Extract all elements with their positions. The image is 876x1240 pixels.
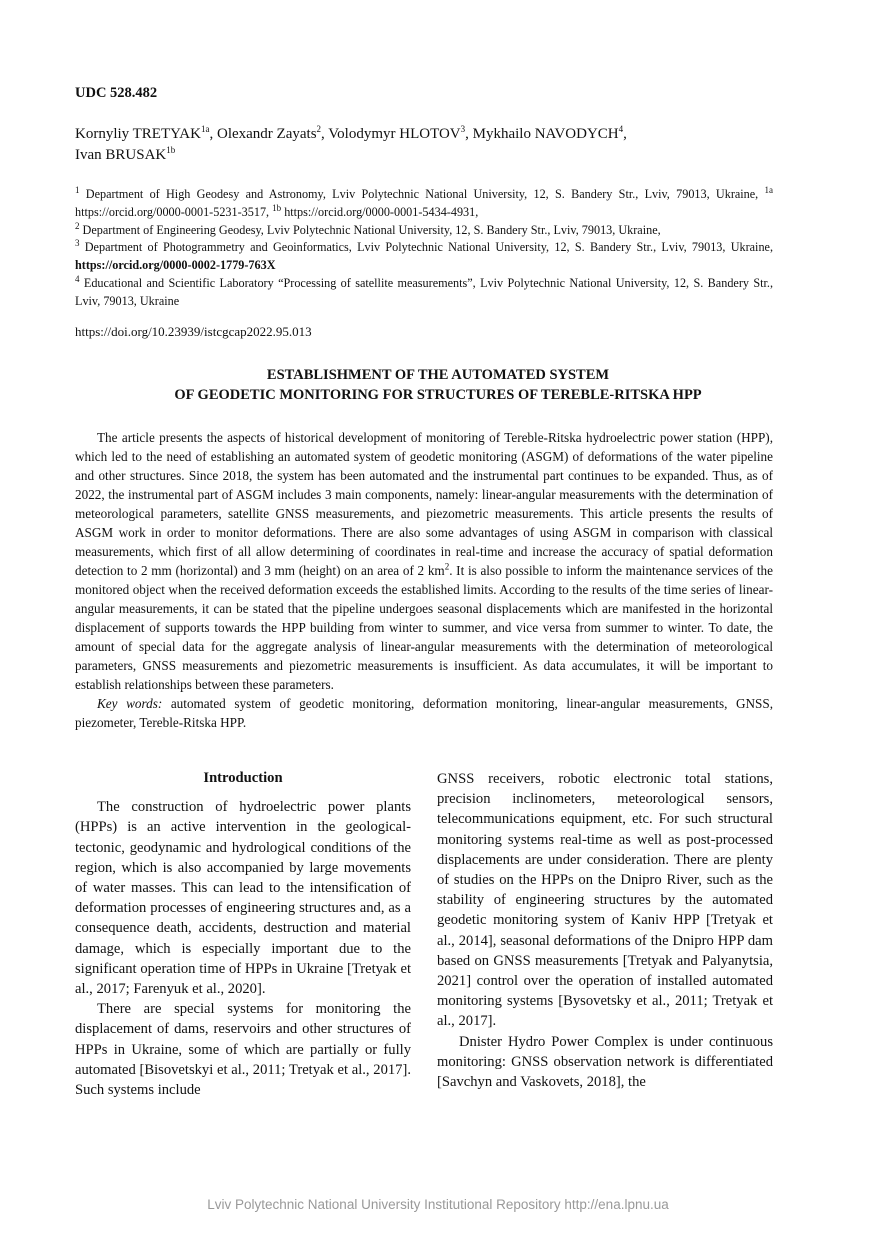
orcid-link[interactable]: https://orcid.org/0000-0002-1779-763X: [75, 258, 276, 273]
affiliation-4: [75, 275, 773, 311]
affiliation-text: Department of Engineering Geodesy, Lviv Polytechnic National University, 12, S. Bandery Str., Lviv, 79013, Ukraine,: [79, 222, 661, 237]
keywords-text: automated system of geodetic monitoring, deformation monitoring, linear-angular measurements, GNSS, piezometer, Tereble-Ritska HPP.: [75, 696, 773, 730]
affiliation-text: Educational and Scientific Laboratory “Processing of satellite measurements”, Lviv Polytechnic National University, 12, S. Bandery Str., Lviv, 79013, Ukraine: [75, 275, 773, 308]
abstract-part: . It is also possible to inform the maintenance services of the monitored object when the received deformation exceeds the established limits. According to the results of the time series of linear-angular measurements, it can be stated that the pipeline undergoes seasonal displacements which are manifested in the horizontal displacement of supports towards the HPP building from winter to summer, and vice versa from summer to winter. To date, the amount of special data for the aggregate analysis of linear-angular measurements with the determination of meteorological parameters, GNSS measurements and piezometric measurements is insufficient. As data accumulates, it will be important to establish relationships between these parameters.: [75, 563, 773, 692]
author-name: Olexandr Zayats: [216, 126, 317, 142]
doi-link[interactable]: https://doi.org/10.23939/istcgcap2022.95.013: [75, 324, 312, 339]
paragraph: The construction of hydroelectric power plants (HPPs) is an active intervention in the geological-tectonic, geodynamic and hydrological conditions of the region, which is also accompanied by large movements of water masses. This can lead to the intensification of deformation processes of engineering structures and, as a consequence death, accidents, destruction and material damage, which is especially important due to the significant operation time of HPPs in Ukraine [Tretyak et al., 2017; Farenyuk et al., 2020].: [75, 799, 411, 998]
affiliation-marker: 1a: [764, 184, 774, 195]
affiliation-marker: 4: [75, 273, 80, 284]
author-name: Volodymyr HLOTOV: [328, 126, 461, 142]
affiliation-text: Department of High Geodesy and Astronomy, Lviv Polytechnic National University, 12, S. Bandery Str., Lviv, 79013, Ukraine,: [79, 187, 759, 201]
author-separator: ,: [209, 126, 217, 142]
author-separator: ,: [321, 126, 329, 142]
author-separator: ,: [465, 126, 473, 142]
author-affiliation-marker: 1a: [200, 124, 210, 134]
keywords: [75, 694, 773, 732]
paper-title: [60, 365, 816, 405]
affiliation-marker: 3: [75, 238, 80, 249]
title-line: OF GEODETIC MONITORING FOR STRUCTURES OF TEREBLE-RITSKA HPP: [174, 387, 702, 403]
affiliation-marker: 1: [75, 184, 80, 195]
paragraph: There are special systems for monitoring the displacement of dams, reservoirs and other structures of HPPs in Ukraine, some of which are partially or fully automated [Bisovetskyi et al., 2011; Tretyak et al., 2017]. Such systems include: [75, 1001, 411, 1099]
affiliation-1: [75, 186, 773, 222]
title-line: ESTABLISHMENT OF THE AUTOMATED SYSTEM: [266, 367, 610, 383]
abstract-text: [75, 428, 773, 694]
author-list: [75, 124, 775, 166]
abstract-part: The article presents the aspects of historical development of monitoring of Tereble-Ritska hydroelectric power station (HPP), which led to the need of establishing an automated system of geodetic monitoring (ASGM) of deformations of the water pipeline and other structures. Since 2018, the system has been automated and the instrumental part continues to be expanded. Thus, as of 2022, the instrumental part of ASGM includes 3 main components, namely: linear-angular measurements with the determination of meteorological parameters, satellite GNSS measurements, and piezometric measurements. This article presents the results of ASGM work in order to monitor deformations. There are also some advantages of using ASGM in comparison with classical measurements, which first of all allow determining of coordinates in real-time and increase the accuracy of spatial deformation detection to 2 mm (horizontal) and 3 mm (height) on an area of 2 km: [75, 430, 773, 578]
left-column: [75, 768, 411, 1100]
author-separator: ,: [623, 126, 627, 142]
author-affiliation-marker: 4: [618, 124, 624, 134]
abstract: [75, 428, 773, 732]
affiliation-marker: 1b: [272, 202, 282, 213]
orcid-link[interactable]: https://orcid.org/0000-0001-5434-4931,: [281, 204, 479, 219]
author-name: Kornyliy TRETYAK: [75, 126, 201, 142]
affiliations: [75, 186, 773, 311]
paragraph: Dnister Hydro Power Complex is under continuous monitoring: GNSS observation network is differentiated [Savchyn and Vaskovets, 2018], the: [437, 1033, 773, 1091]
author-affiliation-marker: 1b: [166, 145, 176, 155]
repository-footer: Lviv Polytechnic National University Institutional Repository http://ena.lpnu.ua: [207, 1197, 669, 1212]
author-affiliation-marker: 2: [316, 124, 322, 134]
author-name: Mykhailo NAVODYCH: [472, 126, 619, 142]
orcid-link[interactable]: https://orcid.org/0000-0001-5231-3517,: [75, 204, 273, 219]
affiliation-3: [75, 239, 773, 275]
author-name: Ivan BRUSAK: [75, 147, 167, 163]
affiliation-text: Department of Photogrammetry and Geoinformatics, Lviv Polytechnic National University, 12, S. Bandery Str., Lviv, 79013, Ukraine,: [79, 240, 773, 255]
udc-code: UDC 528.482: [75, 85, 158, 101]
superscript: 2: [444, 561, 450, 572]
right-column: [437, 769, 773, 1092]
keywords-label: Key words:: [97, 696, 163, 711]
section-heading: Introduction: [203, 770, 283, 786]
affiliation-2: [75, 222, 773, 240]
affiliation-marker: 2: [75, 220, 80, 231]
author-affiliation-marker: 3: [460, 124, 466, 134]
paragraph: GNSS receivers, robotic electronic total stations, precision inclinometers, meteorological sensors, telecommunications equipment, etc. For such structural monitoring systems real-time as well as post-processed displacements are under consideration. There are plenty of studies on the HPPs on the Dnipro River, such as the stability of engineering structures by the automated geodetic monitoring system of Kaniv HPP [Tretyak et al., 2014], seasonal deformations of the Dnipro HPP dam based on GNSS measurements [Tretyak and Palyanytsia, 2021] control over the operation of installed automated monitoring systems [Bysovetsky et al., 2011; Tretyak et al., 2017].: [437, 771, 773, 1030]
